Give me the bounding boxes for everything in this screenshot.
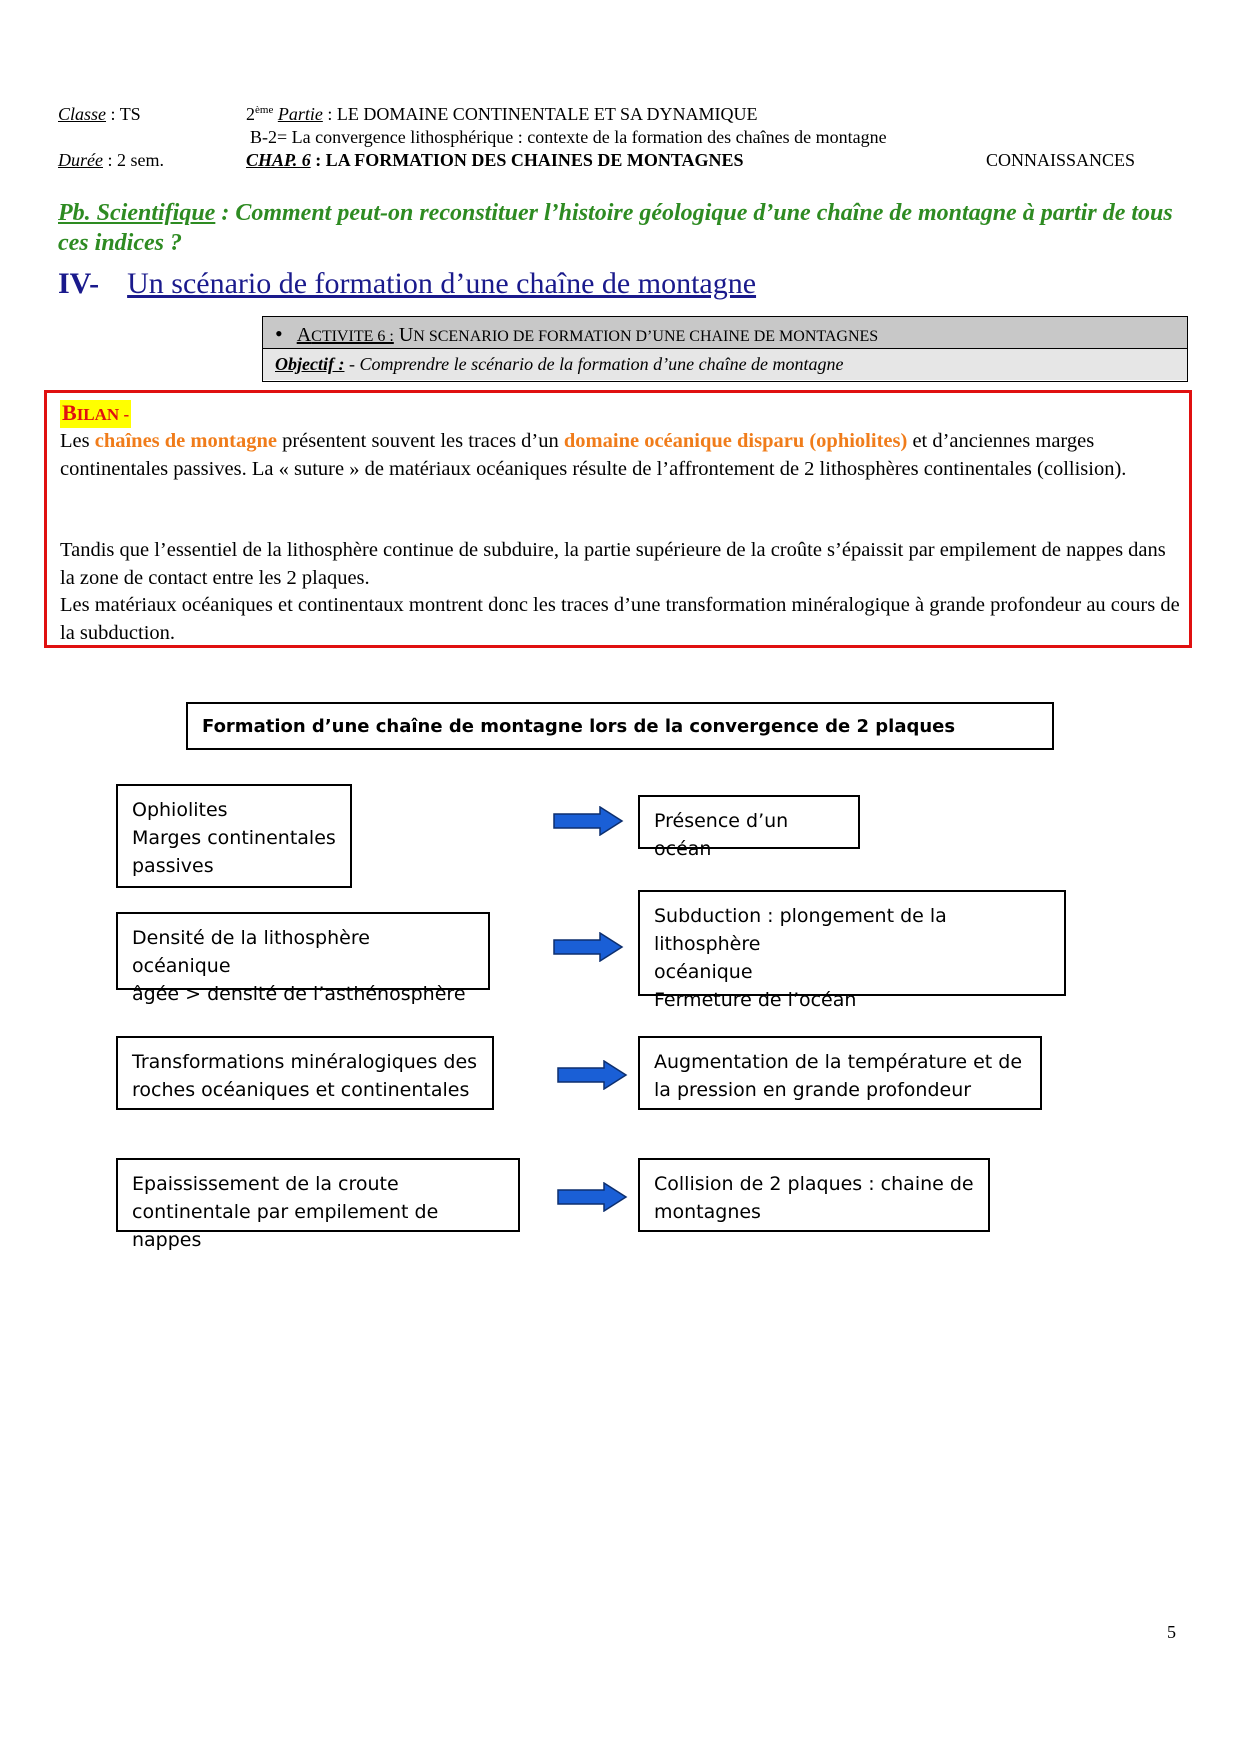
bilan-title: BILAN - — [60, 400, 131, 428]
highlight-domaine: domaine océanique disparu (ophiolites) — [563, 430, 908, 452]
classe-line — [58, 103, 141, 125]
partie-num: 2 — [246, 104, 255, 124]
classe-value: : TS — [106, 104, 141, 124]
arrow-right-icon — [552, 932, 624, 962]
duree-value: : 2 sem. — [102, 150, 164, 170]
arrow-right-icon — [556, 1060, 628, 1090]
problem-label: Pb. Scientifique — [58, 200, 216, 226]
classe-label: Classe — [58, 104, 107, 124]
section-heading — [58, 266, 756, 302]
activity-label: ACTIVITE 6 : — [296, 324, 394, 346]
partie-sup: ème — [255, 104, 274, 116]
activity-objective-row — [263, 349, 1187, 380]
bilan-paragraph-3: Les matériaux océaniques et continentaux montrent donc les traces d’une transformation minéralogique à grande profondeur au cours de la subduction. — [60, 594, 1180, 644]
effect-box-4: Collision de 2 plaques : chaine de montagnes — [638, 1158, 990, 1232]
objective-text: - Comprendre le scénario de la formation d’une chaîne de montagne — [344, 354, 844, 374]
partie-title: : LE DOMAINE CONTINENTALE ET SA DYNAMIQUE — [322, 104, 758, 124]
activity-title: UN SCENARIO DE FORMATION D’UNE CHAINE DE MONTAGNES — [393, 324, 879, 346]
section-number: IV- — [58, 267, 100, 300]
highlight-chaines: chaînes de montagne — [94, 430, 277, 452]
effect-box-2: Subduction : plongement de la lithosphère océanique Fermeture de l’océan — [638, 890, 1066, 996]
objective-label: Objectif : — [275, 354, 345, 374]
duree-label: Durée — [58, 150, 103, 170]
activity-title-row — [263, 317, 1187, 349]
page-number: 5 — [1167, 1622, 1176, 1642]
bilan-paragraph-1: Les chaînes de montagne présentent souvent les traces d’un domaine océanique disparu (ophiolites) et d’anciennes marges continentales passives. La « suture » de matériaux océaniques résulte de l’affrontement de 2 lithosphères continentales (collision). — [60, 430, 1127, 480]
duree-line — [58, 149, 164, 171]
bilan-paragraph-2: Tandis que l’essentiel de la lithosphère continue de subduire, la partie supérieure de la croûte s’épaissit par empilement de nappes dans la zone de contact entre les 2 plaques. — [60, 539, 1166, 589]
arrow-right-icon — [556, 1182, 628, 1212]
partie-label: Partie — [277, 104, 323, 124]
activity-box — [262, 316, 1188, 382]
diagram-title: Formation d’une chaîne de montagne lors de la convergence de 2 plaques — [186, 702, 1054, 750]
cause-box-4: Epaississement de la croute continentale par empilement de nappes — [116, 1158, 520, 1232]
effect-box-1: Présence d’un océan — [638, 795, 860, 849]
scientific-problem — [58, 198, 1178, 258]
bullet-icon: • — [275, 321, 283, 346]
cause-box-2: Densité de la lithosphère océanique âgée > densité de l’asthénosphère — [116, 912, 490, 990]
effect-box-3: Augmentation de la température et de la pression en grande profondeur — [638, 1036, 1042, 1110]
cause-box-1: Ophiolites Marges continentales passives — [116, 784, 352, 888]
chap-title: : LA FORMATION DES CHAINES DE MONTAGNES — [310, 150, 744, 170]
partie-line — [246, 103, 758, 125]
chap-line — [246, 149, 744, 171]
arrow-right-icon — [552, 806, 624, 836]
sous-partie: B-2= La convergence lithosphérique : contexte de la formation des chaînes de montagne — [250, 127, 887, 147]
bilan-box — [44, 390, 1192, 648]
doc-type: CONNAISSANCES — [986, 150, 1136, 170]
problem-text: : Comment peut-on reconstituer l’histoire géologique d’une chaîne de montagne à partir de tous ces indices ? — [58, 200, 1173, 256]
cause-box-3: Transformations minéralogiques des roches océaniques et continentales — [116, 1036, 494, 1110]
section-title: Un scénario de formation d’une chaîne de montagne — [127, 267, 757, 300]
chap-label: CHAP. 6 — [246, 150, 311, 170]
